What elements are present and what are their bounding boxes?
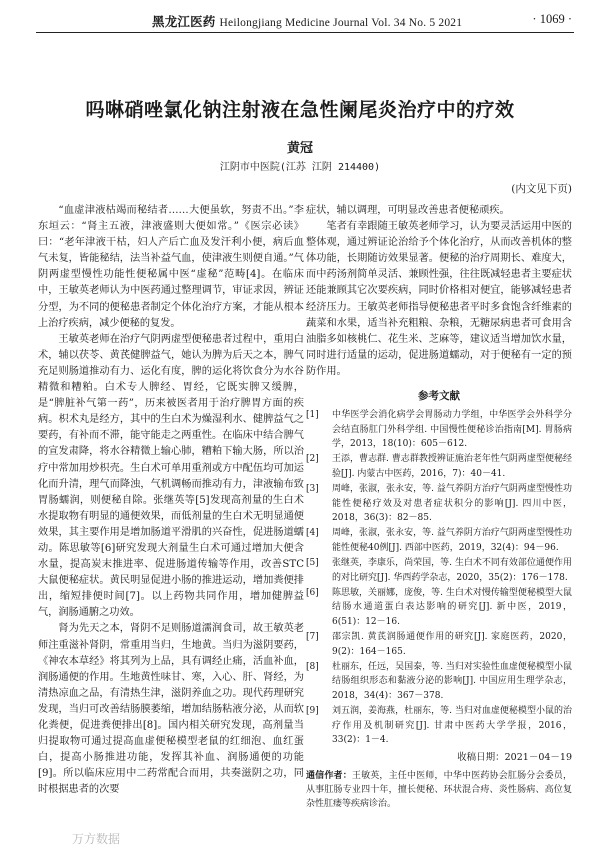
references-list	[306, 408, 572, 747]
watermark-text: 万方数据	[72, 832, 121, 846]
reference-number: [9]	[306, 706, 319, 717]
body-paragraph: 王敏英老师在治疗气阴两虚型便秘患者过程中，重用白术，辅以茯苓、黄芪健脾益气，她认为脾为后天之本，脾气充足则肠道推动有力、运化有度，脾的运化将饮食分为水谷精微和糟粕。白术专人脾经、胃经，它既实脾又缓脾，是“脾脏补气第一药”，历来被医者用于治疗脾胃方面的疾病。枳术丸是经方，其中的生白术为燥湿利水、健脾益气之要药，有补而不滞，能守能走之两重性。在临床中结合脾气的宣发肃降，将水谷精微上输心肺，糟粕下输大肠，所以治疗中常加用炒枳壳。生白术可单用重剂或方中配伍均可加运化而升清，理气而降浊，气机调畅而推动有力，津液输布致胃肠蠕润，则便秘自除。张继英等[5]发现高剂量的生白术水提取物有明显的通便效果，而低剂量的生白术无明显通便效果，其主要作用是增加肠道平滑肌的兴奋性，促进肠道蠕动。陈思敏等[6]研究发现大剂量生白术可通过增加大便含水量，提高炭末推进率、促进肠道传输等作用，改善STC大鼠便秘症状。黄民明显促进小肠的推进运动，增加粪便排出，缩短排便时间[7]。以上药物共同作用，增加健脾益气，润肠通腑之功效。	[38, 333, 304, 619]
journal-name	[152, 12, 462, 30]
received-date: 收稿日期：2021－04－19	[457, 752, 572, 764]
reference-item	[306, 452, 572, 481]
left-column	[38, 203, 304, 798]
correspondence-note	[306, 769, 572, 811]
body-paragraph: “血虚津液枯竭而秘结者……大便虽软，努责不出。”李东垣云：“肾主五液，津液盛则大便如常。”《医宗必读》曰：“老年津液干枯，妇人产后亡血及发汗利小便，病后血气未复，皆能秘结，法当补益气血，使津液生则便自通。”气阴两虚型慢性功能性便秘属中医“虚秘”范畴[4]。在临床中，王敏英老师认为中医药通过整理调节，审证求因，辨证分型，为不同的便秘患者制定个体化治疗方案，才能从根本上治疗疾病，减少便秘的复发。	[38, 205, 304, 329]
header-rule	[36, 32, 574, 33]
correspondence-text: 王敏英，主任中医师，中华中医药协会肛肠分会委员，从事肛肠专业四十年，擅长便秘、环状混合痔、炎性肠病、高位复杂性肛瘘等疾病诊治。	[306, 770, 572, 809]
reference-item	[306, 586, 572, 629]
reference-text: 邵宗凯. 黄芪润肠通便作用的研究[J]. 家庭医药，2020，9(2)：164－165.	[332, 632, 572, 657]
journal-header	[0, 0, 600, 36]
article-author: 黄冠	[286, 141, 313, 156]
page-number: · 1069 ·	[532, 12, 572, 26]
body-paragraph: 症状，辅以调理，可明显改善患者便秘顽疾。	[306, 205, 510, 216]
reference-item	[306, 660, 572, 703]
reference-item	[306, 408, 572, 451]
reference-item	[306, 482, 572, 525]
reference-item	[306, 556, 572, 585]
reference-number: [2]	[306, 454, 319, 465]
reference-text: 杜丽东，任远，吴国泰，等. 当归对实验性血虚便秘模型小鼠结肠组织形态和黏液分泌的影响[J]. 中国应用生理学杂志，2018，34(4)：367－378.	[332, 662, 572, 701]
continued-note: (内文见下页)	[511, 183, 572, 195]
right-column	[306, 203, 572, 811]
correspondence-label: 通信作者：	[306, 770, 352, 781]
body-paragraph: 笔者有幸跟随王敏英老师学习，认为要灵活运用中医的整体观，通过辨证论治给予个体化治疗，从而改善机体的整体功能，长期随访效果显著。便秘的治疗周期长、难度大，而中药汤剂简单灵活、兼顾性强，往往既减轻患者主要症状还能兼顾其它次要疾病，同时价格相对便宜，能够减轻患者经济压力。王敏英老师指导便秘患者平时多食饱含纤维素的蔬菜和水果，适当补充粗粮、杂粮，无糖尿病患者可食用含油脂多如核桃仁、花生米、芝麻等，建议适当增加饮水量，同时进行适量的运动，促进肠道蠕动，对于便秘有一定的预防作用。	[306, 221, 572, 377]
reference-number: [1]	[306, 410, 319, 421]
reference-text: 周峰，张淑，张永安，等. 益气养阴方治疗气阴两虚型慢性功能性便秘疗效及对患者症状积分的影响[J]. 四川中医，2018，36(3)：82－85.	[332, 484, 572, 523]
reference-text: 王添，曹志群. 曹志群教授辨证施治老年性气阴两虚型便秘经验[J]. 内蒙古中医药，2016，7)：40－41.	[332, 454, 572, 479]
article-title: 吗啉硝唑氯化钠注射液在急性阑尾炎治疗中的疗效	[85, 99, 515, 121]
reference-number: [8]	[306, 662, 319, 673]
reference-text: 中华医学会消化病学会胃肠动力学组，中华医学会外科学分会结直肠肛门外科学组. 中国慢性便秘诊治指南[M]. 胃肠病学，2013，18(10)：605－612.	[332, 410, 572, 449]
reference-number: [5]	[306, 558, 319, 569]
reference-item	[306, 526, 572, 555]
journal-name-cn: 黑龙江医药	[152, 14, 216, 29]
references-heading: 参考文献	[418, 390, 460, 403]
reference-text: 陈思敏，关丽娜，庞俊，等. 生白术对慢传输型便秘模型大鼠结肠水通道蛋白表达影响的研究[J]. 新中医，2019，6(51)：12－16.	[332, 588, 572, 627]
reference-number: [3]	[306, 484, 319, 495]
reference-number: [7]	[306, 632, 319, 643]
reference-item	[306, 704, 572, 747]
reference-text: 周峰，张淑，张永安，等. 益气养阴方治疗气阴两虚型慢性功能性便秘40例[J]. 西部中医药，2019，32(4)：94－96.	[332, 528, 572, 553]
reference-item	[306, 630, 572, 659]
reference-text: 张继英，李康乐，尚荣国，等. 生白术不同有效部位通便作用的对比研究[J]. 华西药学杂志，2020，35(2)：176－178.	[332, 558, 572, 583]
author-affiliation: 江阴市中医院(江苏 江阴 214400)	[219, 162, 381, 173]
reference-number: [4]	[306, 528, 319, 539]
reference-number: [6]	[306, 588, 319, 598]
body-paragraph: 肾为先天之本，肾阴不足则肠道濡润食司，故王敏英老师注重滋补肾阴，常重用当归，生地黄。当归为滋阴要药，《神农本草经》将其列为上品，具有调经止痛，活血补血，润肠通便的作用。生地黄性味甘、寒，入心、肝、肾经，为清热凉血之品，有清热生津，滋阴养血之功。现代药理研究发现，当归可改善结肠膜萎缩，增加结肠粘液分泌，从而软化粪便，促进粪便排出[8]。国内相关研究发现，高剂量当归提取物可通过提高血虚便秘模型老鼠的红细泡、血红蛋白，提高小肠推进功能，发挥其补血、润肠通便的功能[9]。所以临床应用中二药常配合而用，共奏滋阴之功，同时根据患者的次要	[38, 623, 304, 796]
journal-name-en: Heilongjiang Medicine Journal Vol. 34 No. 5 2021	[219, 17, 463, 29]
reference-text: 刘五润，姜海燕，杜丽东，等. 当归对血虚便秘模型小鼠的治疗作用及机制研究[J]. 甘肃中医药大学学报，2016，33(2)：1－4.	[332, 706, 572, 746]
